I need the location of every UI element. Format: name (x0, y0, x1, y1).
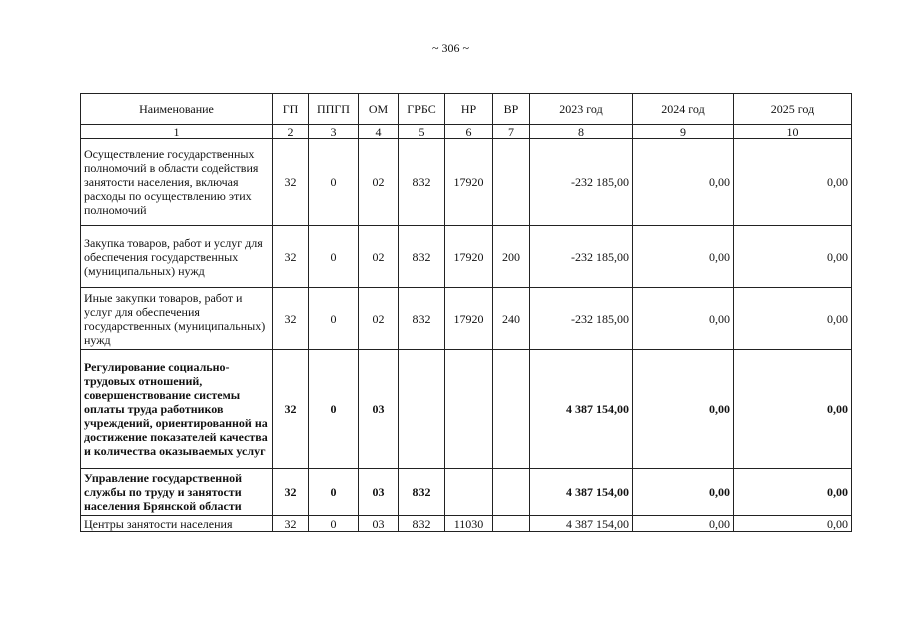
header-nr: НР (445, 94, 493, 125)
cell-nr (445, 469, 493, 516)
cell-2023: -232 185,00 (530, 139, 633, 226)
row-name: Управление государственной службы по труду и занятости населения Брянской области (81, 469, 273, 516)
cell-nr: 17920 (445, 226, 493, 288)
cell-2025: 0,00 (734, 469, 852, 516)
cell-2023: -232 185,00 (530, 226, 633, 288)
header-gp: ГП (273, 94, 309, 125)
row-name: Закупка товаров, работ и услуг для обеспечения государственных (муниципальных) нужд (81, 226, 273, 288)
cell-om: 03 (359, 516, 399, 532)
cell-2025: 0,00 (734, 226, 852, 288)
cell-om: 03 (359, 350, 399, 469)
header-name: Наименование (81, 94, 273, 125)
column-number: 8 (530, 125, 633, 139)
cell-ppgp: 0 (309, 469, 359, 516)
header-2023: 2023 год (530, 94, 633, 125)
cell-vr (493, 516, 530, 532)
table-row (81, 226, 852, 288)
cell-2025: 0,00 (734, 350, 852, 469)
cell-2024: 0,00 (633, 226, 734, 288)
cell-nr: 11030 (445, 516, 493, 532)
header-2024: 2024 год (633, 94, 734, 125)
cell-2025: 0,00 (734, 516, 852, 532)
cell-ppgp: 0 (309, 226, 359, 288)
cell-om: 02 (359, 139, 399, 226)
header-2025: 2025 год (734, 94, 852, 125)
cell-gp: 32 (273, 139, 309, 226)
cell-2024: 0,00 (633, 469, 734, 516)
cell-grbs: 832 (399, 288, 445, 350)
cell-ppgp: 0 (309, 350, 359, 469)
cell-vr: 240 (493, 288, 530, 350)
column-number: 5 (399, 125, 445, 139)
table-row (81, 469, 852, 516)
column-number: 9 (633, 125, 734, 139)
header-ppgp: ППГП (309, 94, 359, 125)
cell-2023: 4 387 154,00 (530, 516, 633, 532)
header-om: ОМ (359, 94, 399, 125)
cell-om: 02 (359, 288, 399, 350)
cell-ppgp: 0 (309, 139, 359, 226)
row-name: Регулирование социально-трудовых отношений, совершенствование системы оплаты труда работников учреждений, ориентированной на достижение показателей качества и количества оказываемых услуг (81, 350, 273, 469)
column-number: 7 (493, 125, 530, 139)
cell-ppgp: 0 (309, 288, 359, 350)
cell-vr (493, 350, 530, 469)
cell-vr: 200 (493, 226, 530, 288)
cell-2024: 0,00 (633, 350, 734, 469)
row-name: Осуществление государственных полномочий в области содействия занятости населения, включая расходы по осуществлению этих полномочий (81, 139, 273, 226)
row-name: Иные закупки товаров, работ и услуг для обеспечения государственных (муниципальных) нужд (81, 288, 273, 350)
cell-2023: 4 387 154,00 (530, 469, 633, 516)
table-row (81, 288, 852, 350)
header-row (81, 94, 852, 125)
cell-vr (493, 139, 530, 226)
header-vr: ВР (493, 94, 530, 125)
cell-nr (445, 350, 493, 469)
budget-table (80, 93, 852, 532)
cell-2025: 0,00 (734, 288, 852, 350)
column-number: 6 (445, 125, 493, 139)
cell-gp: 32 (273, 469, 309, 516)
column-number: 2 (273, 125, 309, 139)
cell-grbs: 832 (399, 469, 445, 516)
cell-grbs: 832 (399, 226, 445, 288)
cell-nr: 17920 (445, 288, 493, 350)
cell-2024: 0,00 (633, 288, 734, 350)
page-number: ~ 306 ~ (432, 41, 469, 55)
row-name: Центры занятости населения (81, 516, 273, 532)
cell-2025: 0,00 (734, 139, 852, 226)
cell-2023: 4 387 154,00 (530, 350, 633, 469)
column-number: 3 (309, 125, 359, 139)
cell-gp: 32 (273, 288, 309, 350)
column-number: 4 (359, 125, 399, 139)
cell-grbs (399, 350, 445, 469)
table-row (81, 350, 852, 469)
column-number: 1 (81, 125, 273, 139)
cell-2024: 0,00 (633, 139, 734, 226)
cell-nr: 17920 (445, 139, 493, 226)
header-grbs: ГРБС (399, 94, 445, 125)
cell-grbs: 832 (399, 516, 445, 532)
column-number: 10 (734, 125, 852, 139)
cell-gp: 32 (273, 350, 309, 469)
cell-2023: -232 185,00 (530, 288, 633, 350)
cell-gp: 32 (273, 226, 309, 288)
cell-grbs: 832 (399, 139, 445, 226)
table-row (81, 516, 852, 532)
cell-gp: 32 (273, 516, 309, 532)
cell-vr (493, 469, 530, 516)
cell-ppgp: 0 (309, 516, 359, 532)
cell-2024: 0,00 (633, 516, 734, 532)
column-number-row (81, 125, 852, 139)
cell-om: 02 (359, 226, 399, 288)
table-row (81, 139, 852, 226)
cell-om: 03 (359, 469, 399, 516)
